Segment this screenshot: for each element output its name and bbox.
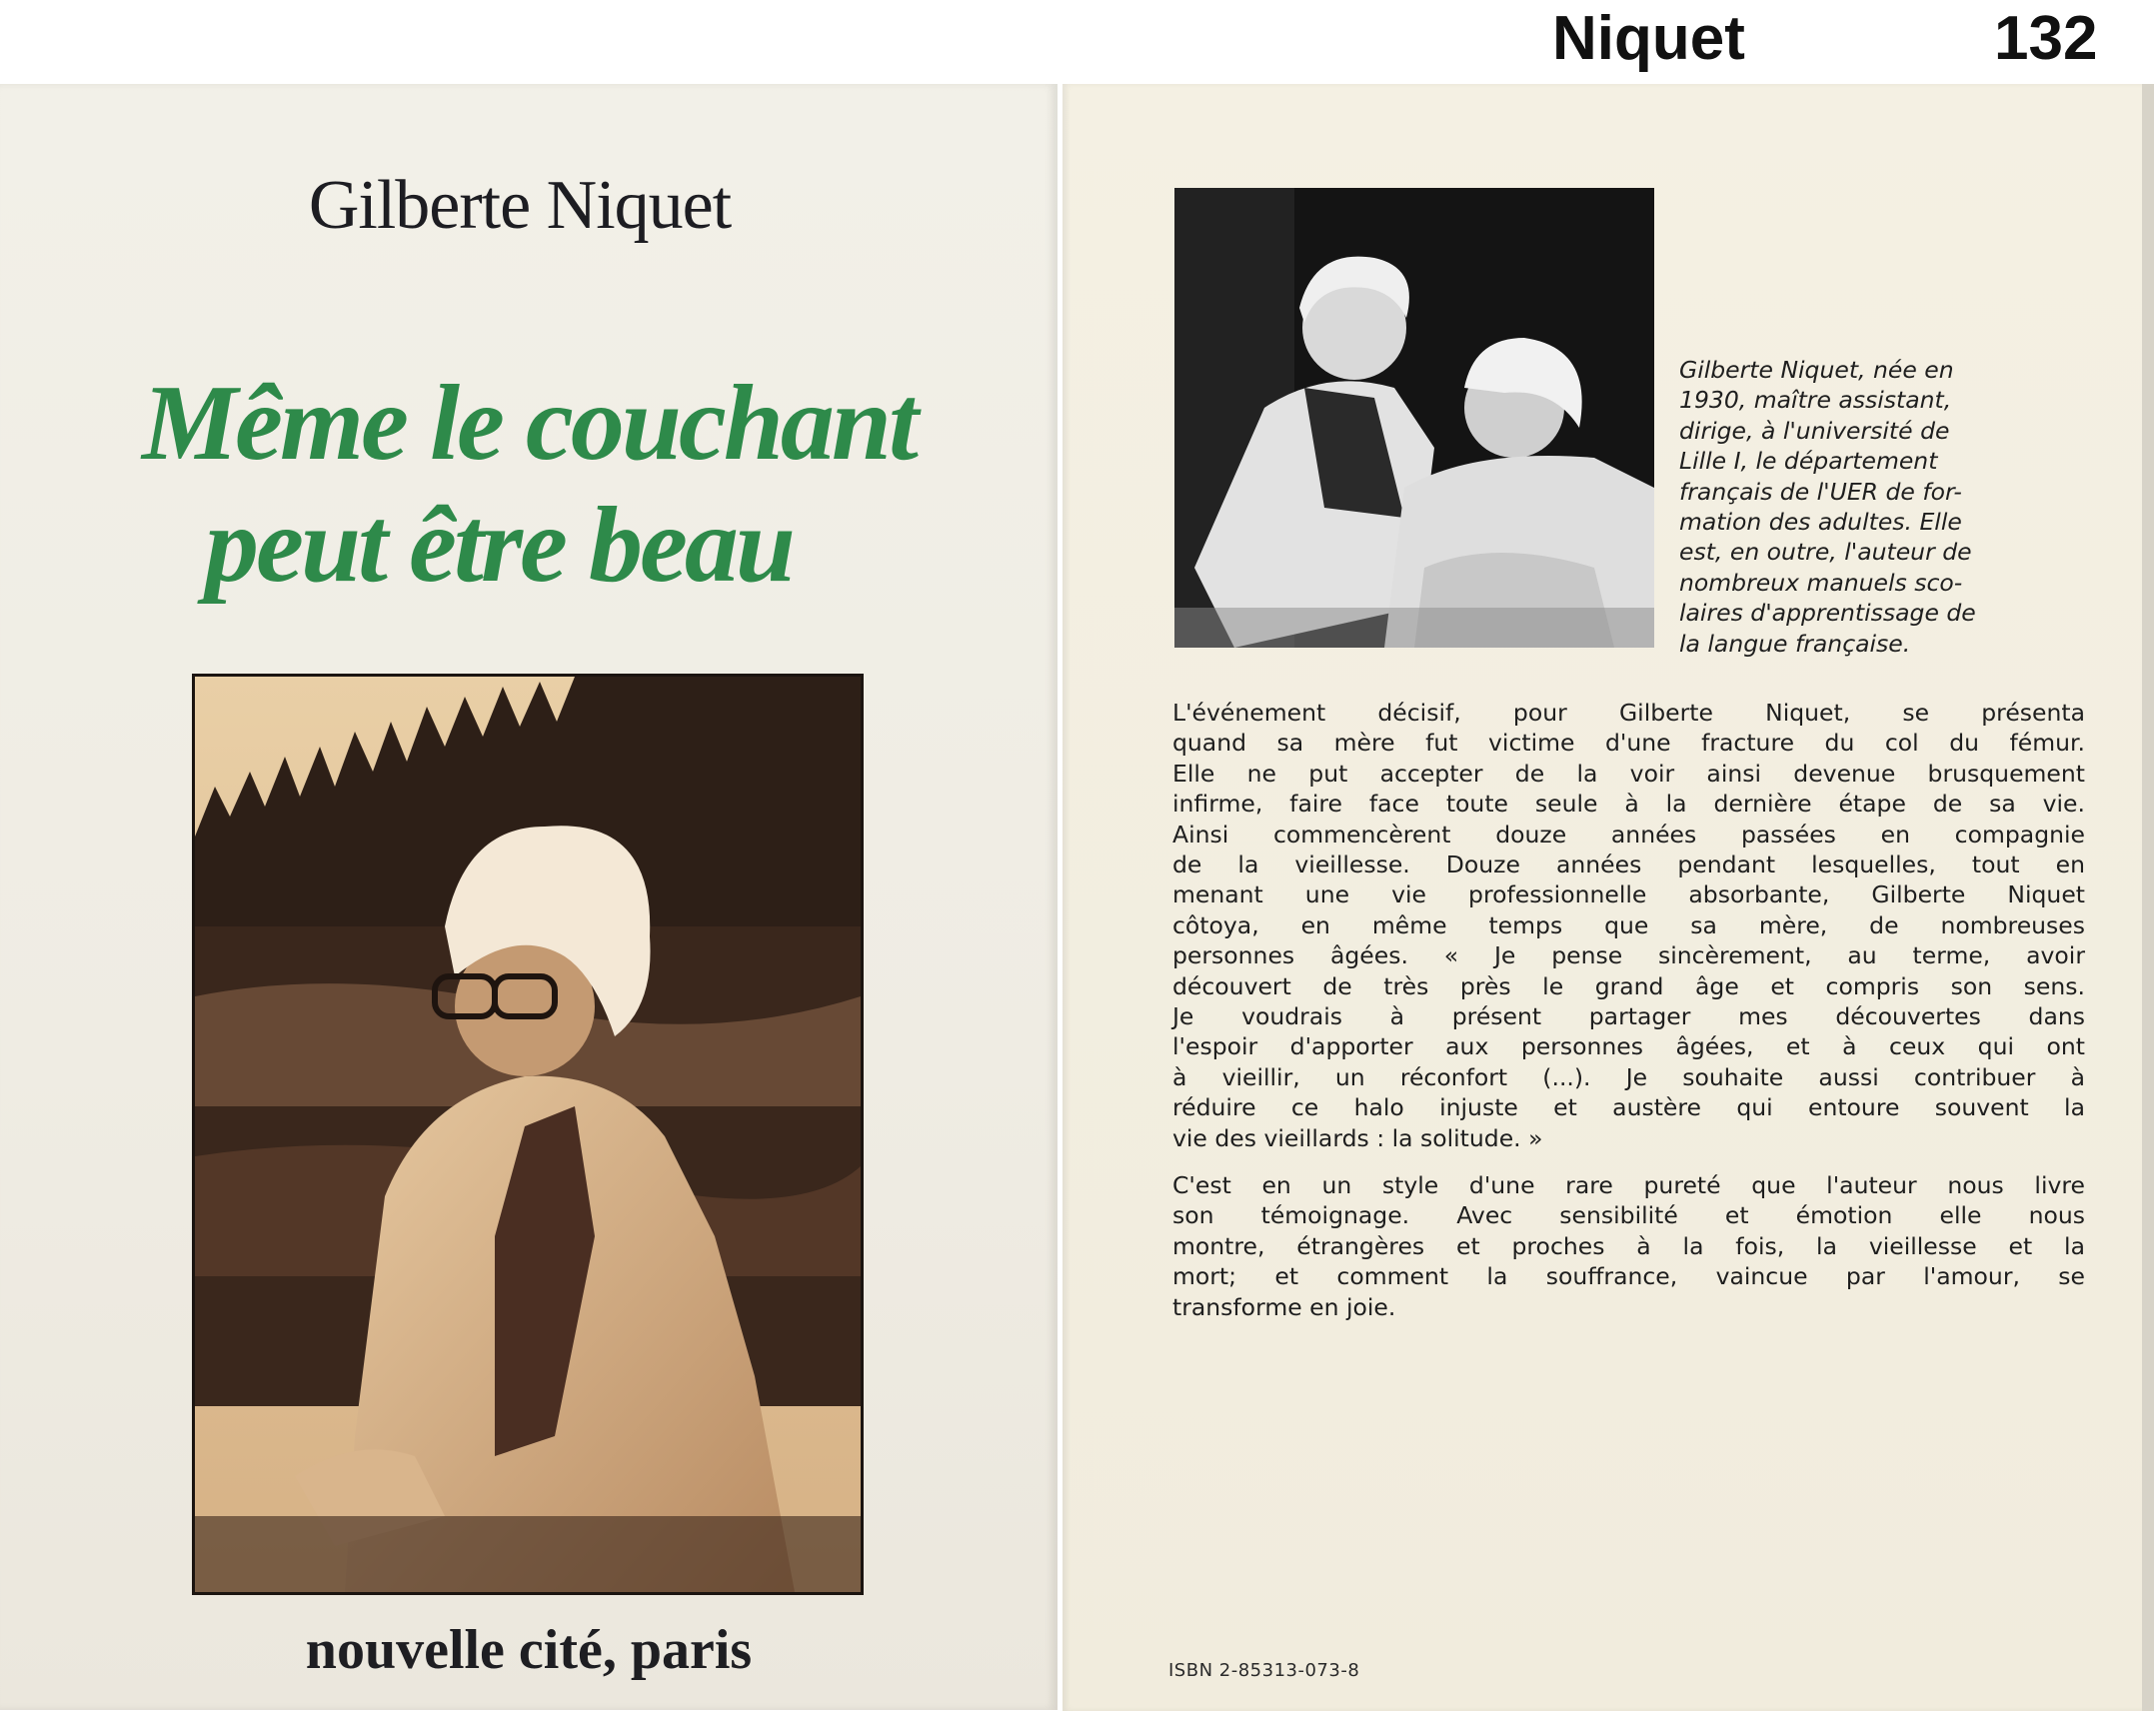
author-photograph bbox=[1174, 188, 1654, 648]
blurb-line: vie des vieillards : la solitude. » bbox=[1172, 1123, 1543, 1152]
bio-line: Gilberte Niquet, née en bbox=[1679, 356, 1954, 384]
blurb-paragraph-1 bbox=[1172, 698, 2085, 1153]
bio-line: la langue française. bbox=[1679, 629, 1911, 658]
blurb-line: Ainsi commencèrent douze années passées en compagnie bbox=[1172, 820, 2085, 849]
blurb-line: infirme, faire face toute seule à la dernière étape de sa vie. bbox=[1172, 790, 2085, 819]
blurb-line: réduire ce halo injuste et austère qui entoure souvent la bbox=[1172, 1093, 2085, 1122]
bio-line: français de l'UER de for- bbox=[1679, 477, 1962, 506]
blurb-line: mort; et comment la souffrance, vaincue par l'amour, se bbox=[1172, 1262, 2085, 1291]
blurb-line: son témoignage. Avec sensibilité et émotion elle nous bbox=[1172, 1201, 2085, 1230]
bio-line: mation des adultes. Elle bbox=[1679, 508, 1962, 537]
blurb-line: quand sa mère fut victime d'une fracture du col du fémur. bbox=[1172, 729, 2085, 758]
bio-line: laires d'apprentissage de bbox=[1679, 599, 1976, 628]
blurb-line: personnes âgées. « Je pense sincèrement, au terme, avoir bbox=[1172, 941, 2085, 970]
cover-photograph bbox=[192, 674, 864, 1595]
back-cover bbox=[1063, 84, 2154, 1711]
bio-line: 1930, maître assistant, bbox=[1679, 386, 1952, 415]
blurb-line: découvert de très près le grand âge et compris son sens. bbox=[1172, 971, 2085, 1000]
blurb-line: Elle ne put accepter de la voir ainsi devenue brusquement bbox=[1172, 759, 2085, 788]
sepia-portrait-illustration bbox=[195, 677, 861, 1592]
bio-line: dirige, à l'université de bbox=[1679, 416, 1950, 445]
bw-photo-illustration bbox=[1174, 188, 1654, 648]
front-cover bbox=[0, 84, 1058, 1710]
bio-line: est, en outre, l'auteur de bbox=[1679, 538, 1972, 567]
blurb-line: C'est en un style d'une rare pureté que l'auteur nous livre bbox=[1172, 1171, 2085, 1199]
blurb-line: à vieillir, un réconfort (...). Je souhaite aussi contribuer à bbox=[1172, 1062, 2085, 1091]
header-author-label: Niquet bbox=[1552, 4, 1745, 73]
blurb-line: L'événement décisif, pour Gilberte Niquet, se présenta bbox=[1172, 699, 2085, 727]
blurb-paragraph-2 bbox=[1172, 1170, 2085, 1322]
cover-title-line-1: Même le couchant bbox=[142, 364, 916, 483]
blurb-line: côtoya, en même temps que sa mère, de nombreuses bbox=[1172, 910, 2085, 939]
publisher-name: nouvelle cité, paris bbox=[305, 1619, 753, 1681]
blurb-line: de la vieillesse. Douze années pendant lesquelles, tout en bbox=[1172, 851, 2085, 879]
blurb-line: l'espoir d'apporter aux personnes âgées, et à ceux qui ont bbox=[1172, 1032, 2085, 1061]
blurb-line: Je voudrais à présent partager mes découvertes dans bbox=[1172, 1002, 2085, 1031]
author-bio bbox=[1679, 355, 2084, 659]
cover-author-name: Gilberte Niquet bbox=[308, 167, 732, 244]
header-page-number: 132 bbox=[1994, 4, 2098, 73]
bio-line: nombreux manuels sco- bbox=[1679, 568, 1963, 597]
blurb-line: montre, étrangères et proches à la fois, la vieillesse et la bbox=[1172, 1231, 2085, 1260]
blurb-line: menant une vie professionnelle absorbante, Gilberte Niquet bbox=[1172, 880, 2085, 909]
bio-line: Lille I, le département bbox=[1679, 447, 1938, 476]
cover-title-line-2: peut être beau bbox=[205, 486, 793, 605]
isbn-number: ISBN 2-85313-073-8 bbox=[1168, 1660, 1360, 1681]
blurb-line: transforme en joie. bbox=[1172, 1292, 1396, 1321]
